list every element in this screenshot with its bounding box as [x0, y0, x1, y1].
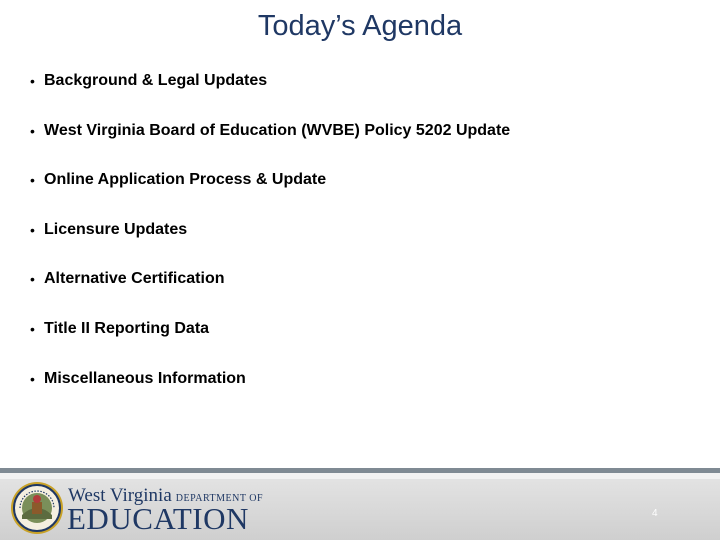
agenda-item — [30, 70, 690, 120]
bullet-icon: • — [30, 172, 35, 189]
agenda-item-text: Title II Reporting Data — [44, 319, 210, 337]
logo-state-name: West Virginia — [68, 485, 172, 506]
logo-dept-label: DEPARTMENT OF — [175, 493, 264, 504]
agenda-item — [30, 368, 690, 418]
footer-divider-highlight — [0, 473, 720, 479]
agenda-item-text: Miscellaneous Information — [44, 369, 246, 387]
footer-banner — [0, 468, 720, 540]
agenda-item-text: West Virginia Board of Education (WVBE) Policy 5202 Update — [44, 121, 511, 139]
page-number: 4 — [652, 508, 658, 519]
agenda-item — [30, 120, 690, 170]
logo-wordmark-education: EDUCATION — [67, 501, 249, 536]
bullet-icon: • — [30, 370, 35, 387]
agenda-item-text: Alternative Certification — [44, 270, 225, 288]
bullet-icon: • — [30, 221, 35, 238]
state-seal-icon — [10, 481, 64, 535]
agenda-item — [30, 318, 690, 368]
bullet-icon: • — [30, 122, 35, 139]
agenda-item — [30, 219, 690, 269]
bullet-icon: • — [30, 271, 35, 288]
agenda-item-text: Licensure Updates — [44, 220, 188, 238]
agenda-list — [30, 70, 690, 417]
agenda-item — [30, 169, 690, 219]
bullet-icon: • — [30, 320, 35, 337]
agenda-item — [30, 268, 690, 318]
agenda-item-text: Online Application Process & Update — [44, 171, 327, 189]
bullet-icon: • — [30, 73, 35, 89]
agenda-item-text: Background & Legal Updates — [44, 72, 268, 89]
slide-title: Today’s Agenda — [257, 10, 463, 42]
